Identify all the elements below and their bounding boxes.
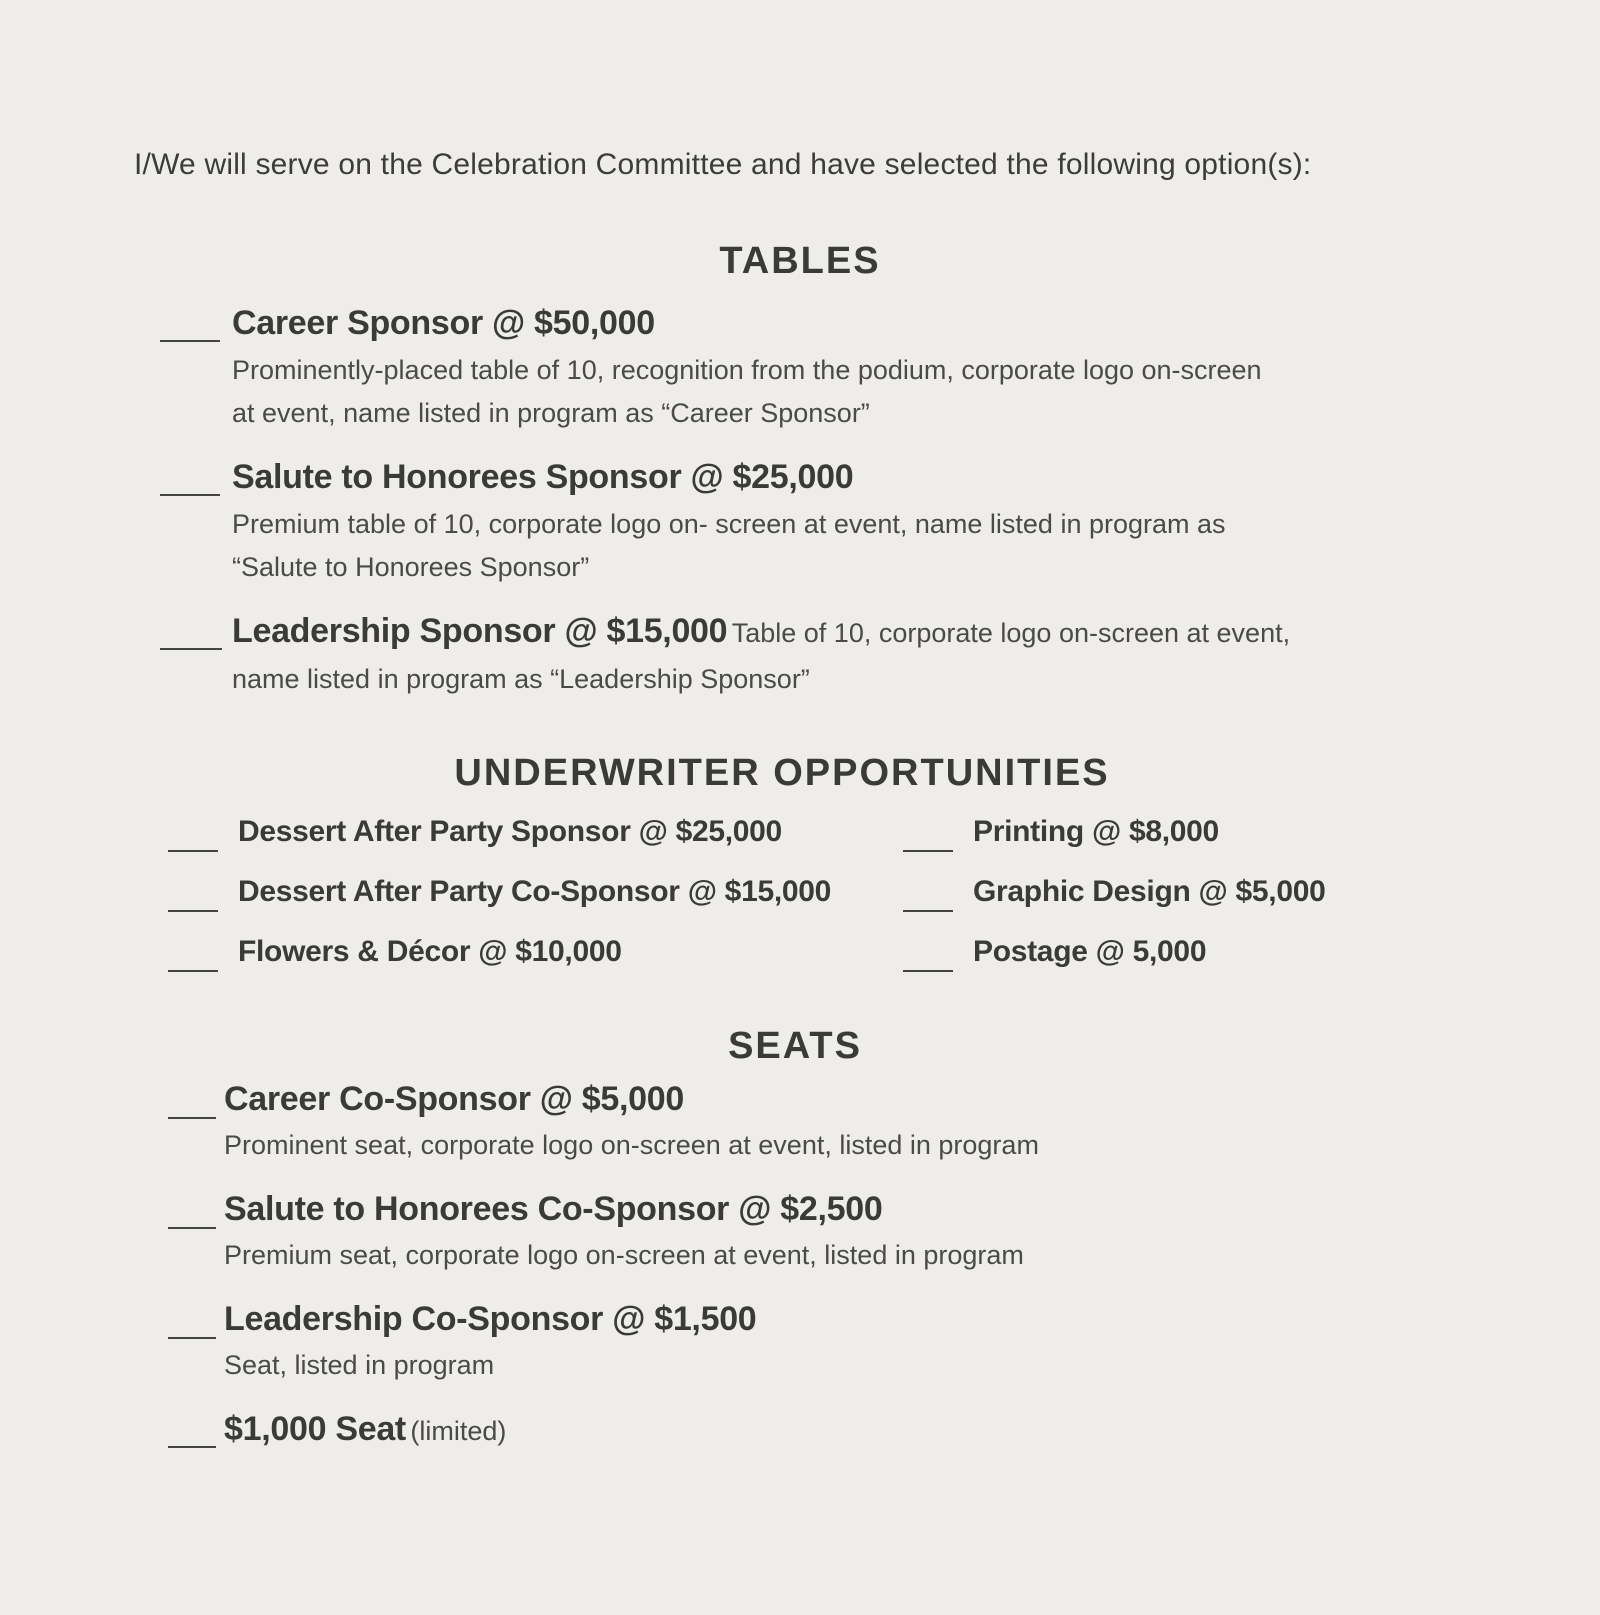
dessert-sponsor-checkbox-line[interactable] <box>168 850 218 852</box>
thousand-seat-note: (limited) <box>410 1416 507 1446</box>
thousand-seat-checkbox-line[interactable] <box>168 1446 216 1448</box>
leadership-cosponsor-title: Leadership Co-Sponsor @ $1,500 <box>224 1300 757 1338</box>
career-sponsor-desc-line1: Prominently-placed table of 10, recognition from the podium, corporate logo on-screen <box>232 355 1262 385</box>
leadership-sponsor-checkbox-line[interactable] <box>160 648 222 650</box>
intro-statement: I/We will serve on the Celebration Committee and have selected the following option(s): <box>134 148 1312 181</box>
salute-cosponsor-title: Salute to Honorees Co-Sponsor @ $2,500 <box>224 1190 883 1228</box>
thousand-seat-title: $1,000 Seat <box>224 1410 406 1448</box>
leadership-sponsor-desc-line2: name listed in program as “Leadership Sponsor” <box>232 664 810 694</box>
career-sponsor-title: Career Sponsor @ $50,000 <box>232 304 655 342</box>
graphic-design-checkbox-line[interactable] <box>903 910 953 912</box>
postage-item: Postage @ 5,000 <box>973 935 1207 968</box>
flowers-decor-checkbox-line[interactable] <box>168 970 218 972</box>
flowers-decor-item: Flowers & Décor @ $10,000 <box>238 935 622 968</box>
career-cosponsor-title: Career Co-Sponsor @ $5,000 <box>224 1080 684 1118</box>
postage-checkbox-line[interactable] <box>903 970 953 972</box>
salute-sponsor-desc-line2: “Salute to Honorees Sponsor” <box>232 552 590 582</box>
graphic-design-item: Graphic Design @ $5,000 <box>973 875 1326 908</box>
leadership-cosponsor-desc: Seat, listed in program <box>224 1350 495 1380</box>
salute-sponsor-desc-line1: Premium table of 10, corporate logo on- screen at event, name listed in program as <box>232 509 1226 539</box>
salute-cosponsor-checkbox-line[interactable] <box>168 1227 216 1229</box>
leadership-sponsor-row <box>232 612 1290 651</box>
printing-checkbox-line[interactable] <box>903 850 953 852</box>
career-cosponsor-checkbox-line[interactable] <box>168 1117 216 1119</box>
leadership-sponsor-desc-inline: Table of 10, corporate logo on-screen at event, <box>731 618 1291 648</box>
dessert-sponsor-item: Dessert After Party Sponsor @ $25,000 <box>238 815 782 848</box>
thousand-seat-row <box>224 1410 506 1449</box>
dessert-cosponsor-checkbox-line[interactable] <box>168 910 218 912</box>
dessert-cosponsor-item: Dessert After Party Co-Sponsor @ $15,000 <box>238 875 832 908</box>
salute-sponsor-checkbox-line[interactable] <box>160 494 220 496</box>
seats-heading: SEATS <box>728 1025 862 1067</box>
leadership-sponsor-title: Leadership Sponsor @ $15,000 <box>232 612 728 650</box>
salute-cosponsor-desc: Premium seat, corporate logo on-screen at event, listed in program <box>224 1240 1024 1270</box>
salute-sponsor-title: Salute to Honorees Sponsor @ $25,000 <box>232 458 854 496</box>
leadership-cosponsor-checkbox-line[interactable] <box>168 1337 216 1339</box>
tables-heading: TABLES <box>719 240 881 282</box>
career-cosponsor-desc: Prominent seat, corporate logo on-screen at event, listed in program <box>224 1130 1039 1160</box>
printing-item: Printing @ $8,000 <box>973 815 1219 848</box>
career-sponsor-desc-line2: at event, name listed in program as “Career Sponsor” <box>232 398 870 428</box>
underwriter-heading: UNDERWRITER OPPORTUNITIES <box>454 752 1110 794</box>
career-sponsor-checkbox-line[interactable] <box>160 340 220 342</box>
